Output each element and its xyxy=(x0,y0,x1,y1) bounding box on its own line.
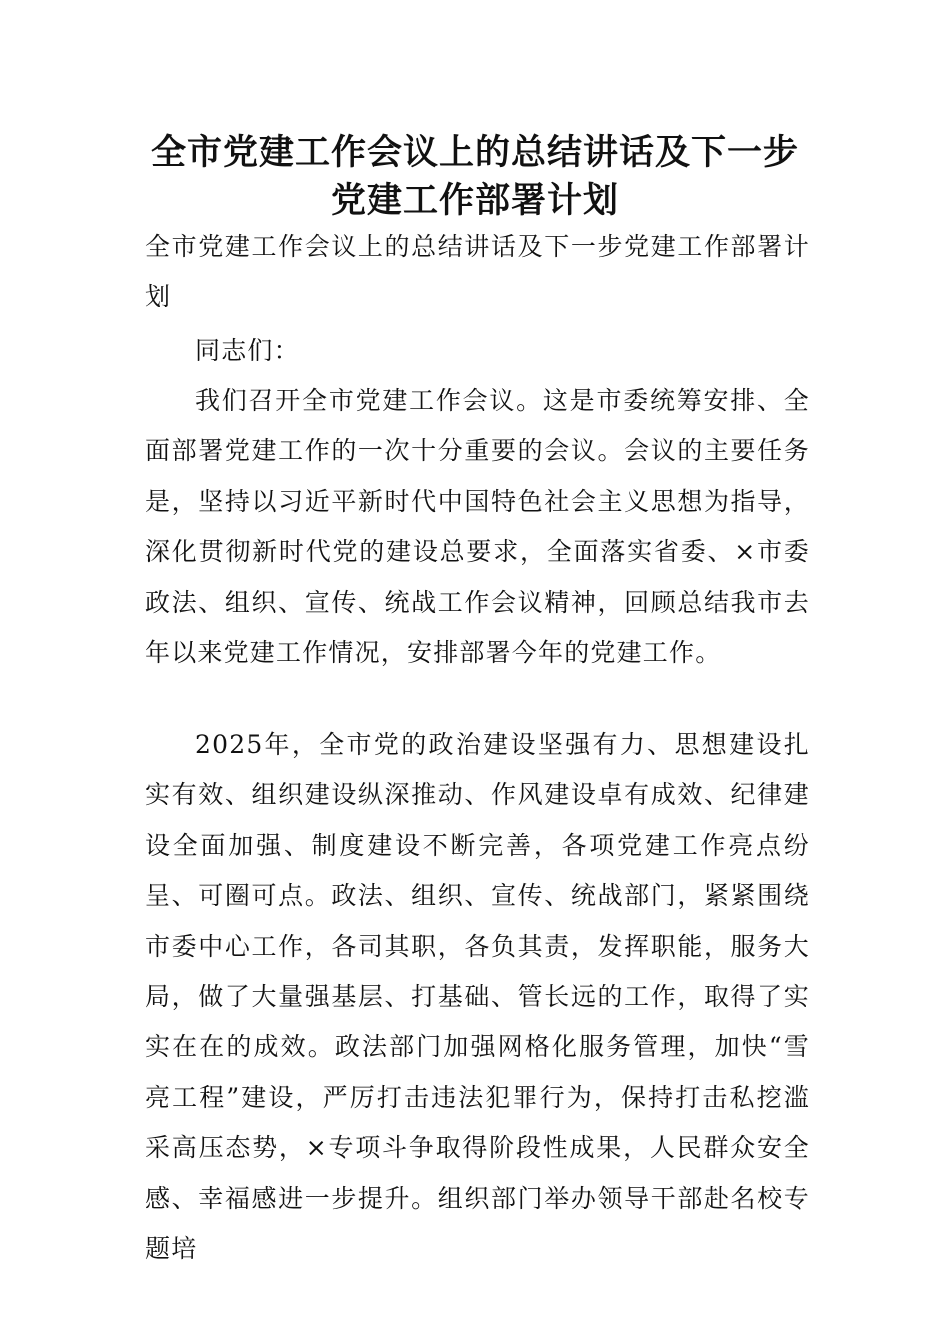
document-subtitle: 全市党建工作会议上的总结讲话及下一步党建工作部署计划 xyxy=(145,232,810,312)
document-title-line-1: 全市党建工作会议上的总结讲话及下一步 xyxy=(150,133,799,173)
salutation: 同志们： xyxy=(195,336,300,365)
paragraph-1: 我们召开全市党建工作会议。这是市委统筹安排、全面部署党建工作的一次十分重要的会议。会议的主要任务是，坚持以习近平新时代中国特色社会主义思想为指导，深化贯彻新时代党的建设总要求，全面落实省委、×市委政法、组织、宣传、统战工作会议精神，回顾总结我市去年以来党建工作情况，安排部署今年的党建工作。 xyxy=(145,386,810,668)
document-title-line-2: 党建工作部署计划 xyxy=(330,181,619,221)
paragraph-2: 2025年，全市党的政治建设坚强有力、思想建设扎实有效、组织建设纵深推动、作风建设卓有成效、纪律建设全面加强、制度建设不断完善，各项党建工作亮点纷呈、可圈可点。政法、组织、宣传、统战部门，紧紧围绕市委中心工作，各司其职，各负其责，发挥职能，服务大局，做了大量强基层、打基础、管长远的工作，取得了实实在在的成效。政法部门加强网格化服务管理，加快“雪亮工程”建设，严厉打击违法犯罪行为，保持打击私挖滥采高压态势，×专项斗争取得阶段性成果，人民群众安全感、幸福感进一步提升。组织部门举办领导干部赴名校专题培 xyxy=(145,730,810,1264)
